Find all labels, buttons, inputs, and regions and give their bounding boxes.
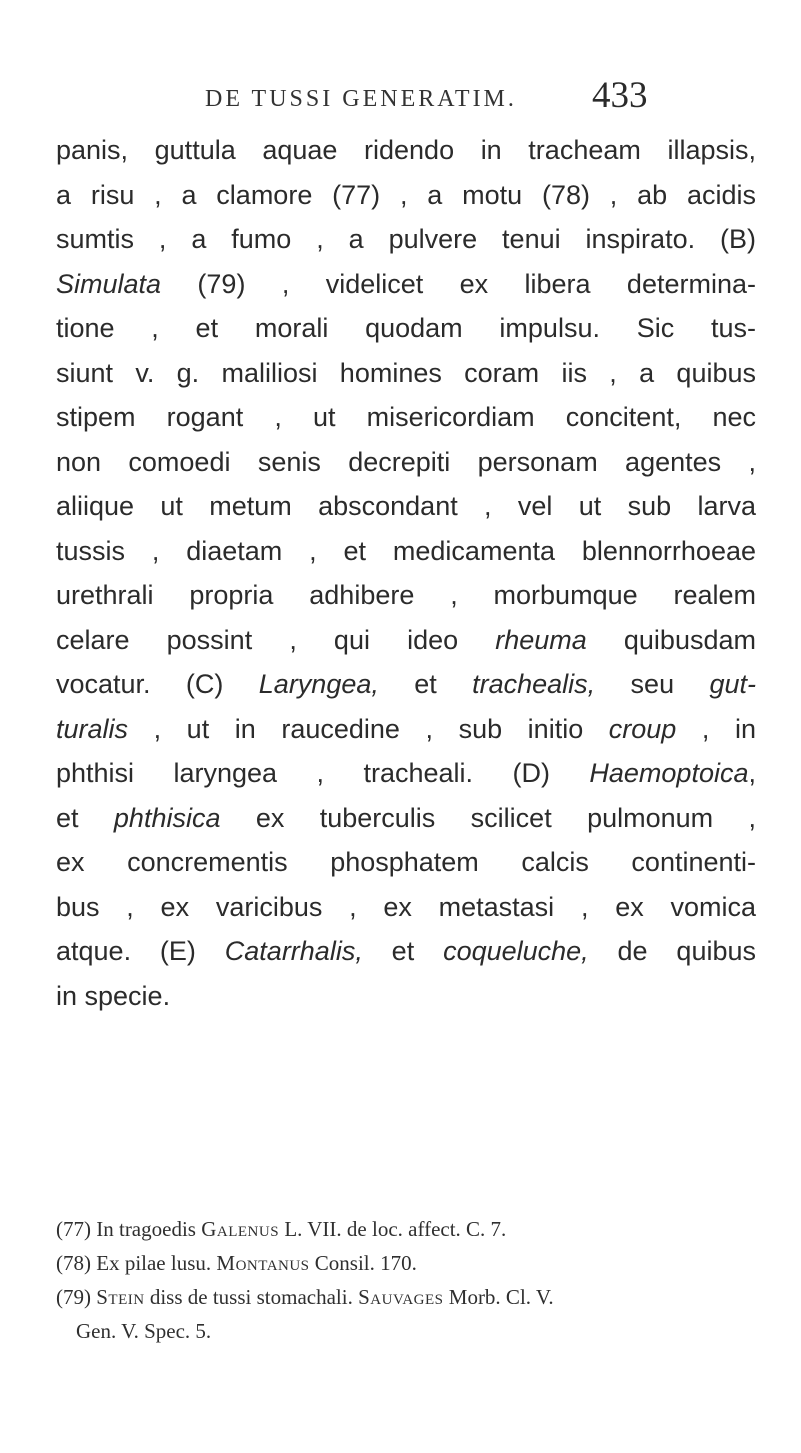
text-line <box>56 840 756 885</box>
author-name: Galenus <box>201 1217 280 1241</box>
text-run: Morb. Cl. V. <box>443 1285 554 1309</box>
text-run: , ut in raucedine , sub initio <box>128 713 609 744</box>
text-line <box>56 440 756 485</box>
text-run: (77) In tragoedis <box>56 1217 202 1241</box>
text-run: urethrali propria adhibere , morbumque realem <box>56 580 756 610</box>
text-run: bus , ex varicibus , ex metastasi , ex vomica <box>56 891 756 922</box>
text-run: seu <box>595 669 710 699</box>
text-run: Gen. V. Spec. 5. <box>76 1319 212 1343</box>
text-line <box>56 573 756 618</box>
italic-term: croup <box>608 713 677 744</box>
footnote-line <box>56 1212 756 1246</box>
text-run: , <box>748 758 756 788</box>
text-run: non comoedi senis decrepiti personam agentes , <box>56 446 756 477</box>
author-name: Sauvages <box>358 1285 444 1309</box>
italic-term: trachealis, <box>472 669 596 699</box>
text-run: phthisi laryngea , tracheali. (D) <box>56 758 590 788</box>
text-line <box>56 128 756 173</box>
italic-term: Catarrhalis, <box>224 936 363 966</box>
text-line <box>56 395 756 440</box>
running-head <box>0 72 801 116</box>
text-run: Consil. 170. <box>309 1251 417 1275</box>
footnote-line <box>56 1246 756 1280</box>
italic-term: rheuma <box>495 624 587 655</box>
text-run: atque. (E) <box>56 936 225 966</box>
text-run: siunt v. g. maliliosi homines coram iis , a quibus <box>56 357 756 388</box>
text-run: (79) <box>56 1285 97 1309</box>
text-line <box>56 173 756 218</box>
author-name: Stein <box>96 1285 145 1309</box>
text-line <box>56 484 756 529</box>
text-run: de quibus <box>588 936 756 966</box>
italic-term: coqueluche, <box>443 936 589 966</box>
italic-term: turalis <box>56 713 129 744</box>
text-run: panis, guttula aquae ridendo in tracheam illapsis, <box>56 135 756 165</box>
text-run: sumtis , a fumo , a pulvere tenui inspirato. (B) <box>56 224 756 254</box>
text-line <box>56 217 756 262</box>
italic-term: Simulata <box>56 268 162 299</box>
body-text <box>56 128 756 1018</box>
text-run: diss de tussi stomachali. <box>144 1285 359 1309</box>
text-line <box>56 796 756 841</box>
footnotes <box>56 1212 756 1348</box>
text-run: ex tuberculis scilicet pulmonum , <box>220 802 757 833</box>
text-run: a risu , a clamore (77) , a motu (78) , ab acidis <box>56 179 756 210</box>
text-run: , in <box>676 713 756 744</box>
text-run: tione , et morali quodam impulsu. Sic tus- <box>56 313 756 343</box>
italic-term: phthisica <box>113 802 221 833</box>
text-line <box>56 262 756 307</box>
text-run: quibusdam <box>586 624 756 655</box>
text-line <box>56 885 756 930</box>
text-run: in specie. <box>56 980 171 1011</box>
text-run: aliique ut metum abscondant , vel ut sub larva <box>56 491 756 521</box>
text-line <box>56 618 756 663</box>
text-run: vocatur. (C) <box>56 669 259 699</box>
text-run: tussis , diaetam , et medicamenta blennorrhoeae <box>56 535 756 566</box>
text-run: stipem rogant , ut misericordiam concitent, nec <box>56 402 756 432</box>
text-run: ex concrementis phosphatem calcis continenti- <box>56 847 756 877</box>
text-run: et <box>56 802 114 833</box>
italic-term: Laryngea, <box>258 669 379 699</box>
text-run: celare possint , qui ideo <box>56 624 496 655</box>
text-run: et <box>378 669 473 699</box>
text-run: L. VII. de loc. affect. C. 7. <box>279 1217 507 1241</box>
italic-term: gut- <box>709 669 756 699</box>
text-run: (78) Ex pilae lusu. <box>56 1251 217 1275</box>
text-line <box>56 929 756 974</box>
text-line <box>56 529 756 574</box>
text-line <box>56 707 756 752</box>
text-line <box>56 662 756 707</box>
text-run: (79) , videlicet ex libera determina- <box>161 268 756 299</box>
author-name: Montanus <box>216 1251 310 1275</box>
text-line <box>56 751 756 796</box>
text-line <box>56 974 756 1019</box>
italic-term: Haemoptoica <box>589 758 749 788</box>
text-line <box>56 351 756 396</box>
text-line <box>56 306 756 351</box>
text-run: et <box>362 936 444 966</box>
footnote-line <box>56 1280 756 1314</box>
footnote-line <box>56 1314 756 1348</box>
page-number: 433 <box>592 75 648 116</box>
running-title: DE TUSSI GENERATIM. <box>205 86 517 112</box>
